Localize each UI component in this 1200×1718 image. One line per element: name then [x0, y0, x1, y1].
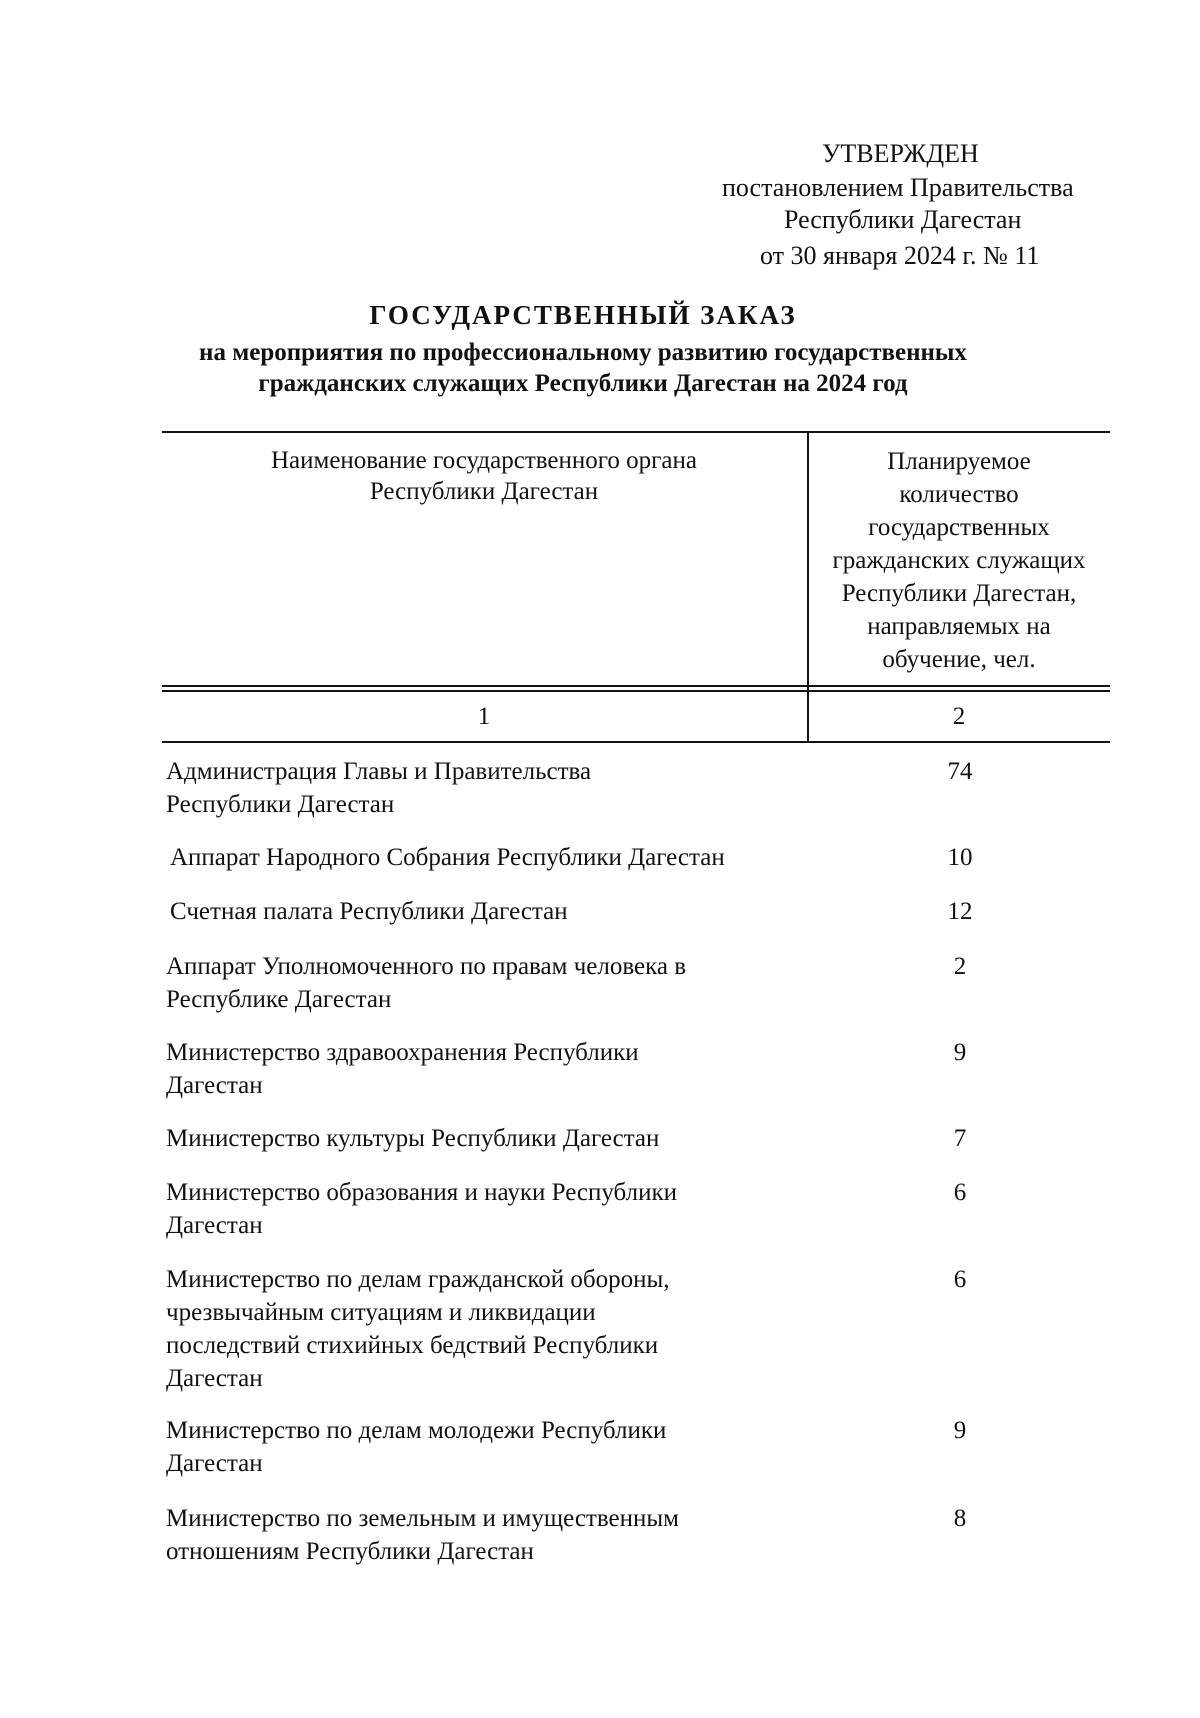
table-row-value: 6 [953, 1266, 967, 1293]
row-name-line: Министерство по делам молодежи Республики [166, 1417, 667, 1444]
row-name-line: Республике Дагестан [166, 986, 392, 1013]
header-double-rule-top [162, 685, 1110, 687]
header-planned-count [808, 445, 1110, 676]
row-name-line: Дагестан [166, 1072, 263, 1099]
approval-line-1: УТВЕРЖДЕН [822, 139, 979, 168]
table-row-name [166, 1502, 826, 1568]
approval-line-4: от 30 января 2024 г. № 11 [760, 241, 1040, 270]
row-name-line: отношениям Республики Дагестан [166, 1538, 534, 1565]
header-col2-line: направляемых на [867, 613, 1051, 640]
header-double-rule-bottom [162, 690, 1110, 692]
column-number-1: 1 [477, 703, 491, 730]
table-row-value: 6 [953, 1179, 967, 1206]
table-row-name [166, 1263, 826, 1395]
header-col2-line: Республики Дагестан, [841, 580, 1077, 607]
row-name-line: Министерство по земельным и имущественным [166, 1505, 679, 1532]
row-name-line: Министерство здравоохранения Республики [166, 1039, 639, 1066]
row-name-line: Дагестан [166, 1365, 263, 1392]
row-name-line: Аппарат Уполномоченного по правам человека в [166, 953, 687, 980]
approval-line-2: постановлением Правительства [722, 173, 1074, 202]
row-name-line: Счетная палата Республики Дагестан [170, 898, 568, 925]
table-row-value: 8 [953, 1505, 967, 1532]
table-row-value: 12 [947, 898, 973, 925]
header-col2-line: государственных [868, 514, 1050, 541]
table-top-rule [162, 431, 1110, 433]
row-name-line: Дагестан [166, 1212, 263, 1239]
table-row-value: 10 [947, 844, 973, 871]
subtitle-line-1: на мероприятия по профессиональному развитию государственных [199, 339, 967, 366]
header-col2-line: Планируемое [887, 448, 1031, 475]
table-row-name [166, 1176, 826, 1242]
row-name-line: Министерство по делам гражданской обороны, [166, 1266, 670, 1293]
header-col2-line: гражданских служащих [832, 547, 1086, 574]
table-row-value: 2 [953, 953, 967, 980]
table-row-value: 74 [947, 758, 973, 785]
header-col1-line: Республики Дагестан [369, 478, 599, 505]
header-col2-line: обучение, чел. [882, 646, 1036, 673]
table-row-value: 9 [953, 1417, 967, 1444]
row-name-line: Администрация Главы и Правительства [166, 758, 592, 785]
column-number-2: 2 [952, 703, 966, 730]
table-row-value: 7 [953, 1125, 967, 1152]
table-row-value: 9 [953, 1039, 967, 1066]
document-title: ГОСУДАРСТВЕННЫЙ ЗАКАЗ [369, 300, 797, 330]
row-name-line: Аппарат Народного Собрания Республики Дагестан [170, 844, 725, 871]
row-name-line: чрезвычайным ситуациям и ликвидации [166, 1299, 596, 1326]
header-col2-line: количество [899, 481, 1019, 508]
table-row-name [166, 1414, 826, 1480]
document-subtitle [0, 337, 1166, 399]
table-row-name [166, 1036, 826, 1102]
row-name-line: Министерство культуры Республики Дагестан [166, 1125, 660, 1152]
row-name-line: Министерство образования и науки Республики [166, 1179, 678, 1206]
subtitle-line-2: гражданских служащих Республики Дагестан на 2024 год [258, 370, 908, 397]
row-name-line: Республики Дагестан [166, 791, 395, 818]
approval-line-3: Республики Дагестан [784, 205, 1022, 234]
header-organ-name [162, 445, 806, 507]
table-row-name [170, 841, 830, 874]
header-col1-line: Наименование государственного органа [270, 447, 697, 474]
row-name-line: Дагестан [166, 1450, 263, 1477]
table-row-name [170, 895, 830, 928]
column-numbers-rule [162, 741, 1110, 743]
table-row-name [166, 755, 826, 821]
table-row-name [166, 950, 826, 1016]
row-name-line: последствий стихийных бедствий Республики [166, 1332, 659, 1359]
table-row-name [166, 1122, 826, 1155]
